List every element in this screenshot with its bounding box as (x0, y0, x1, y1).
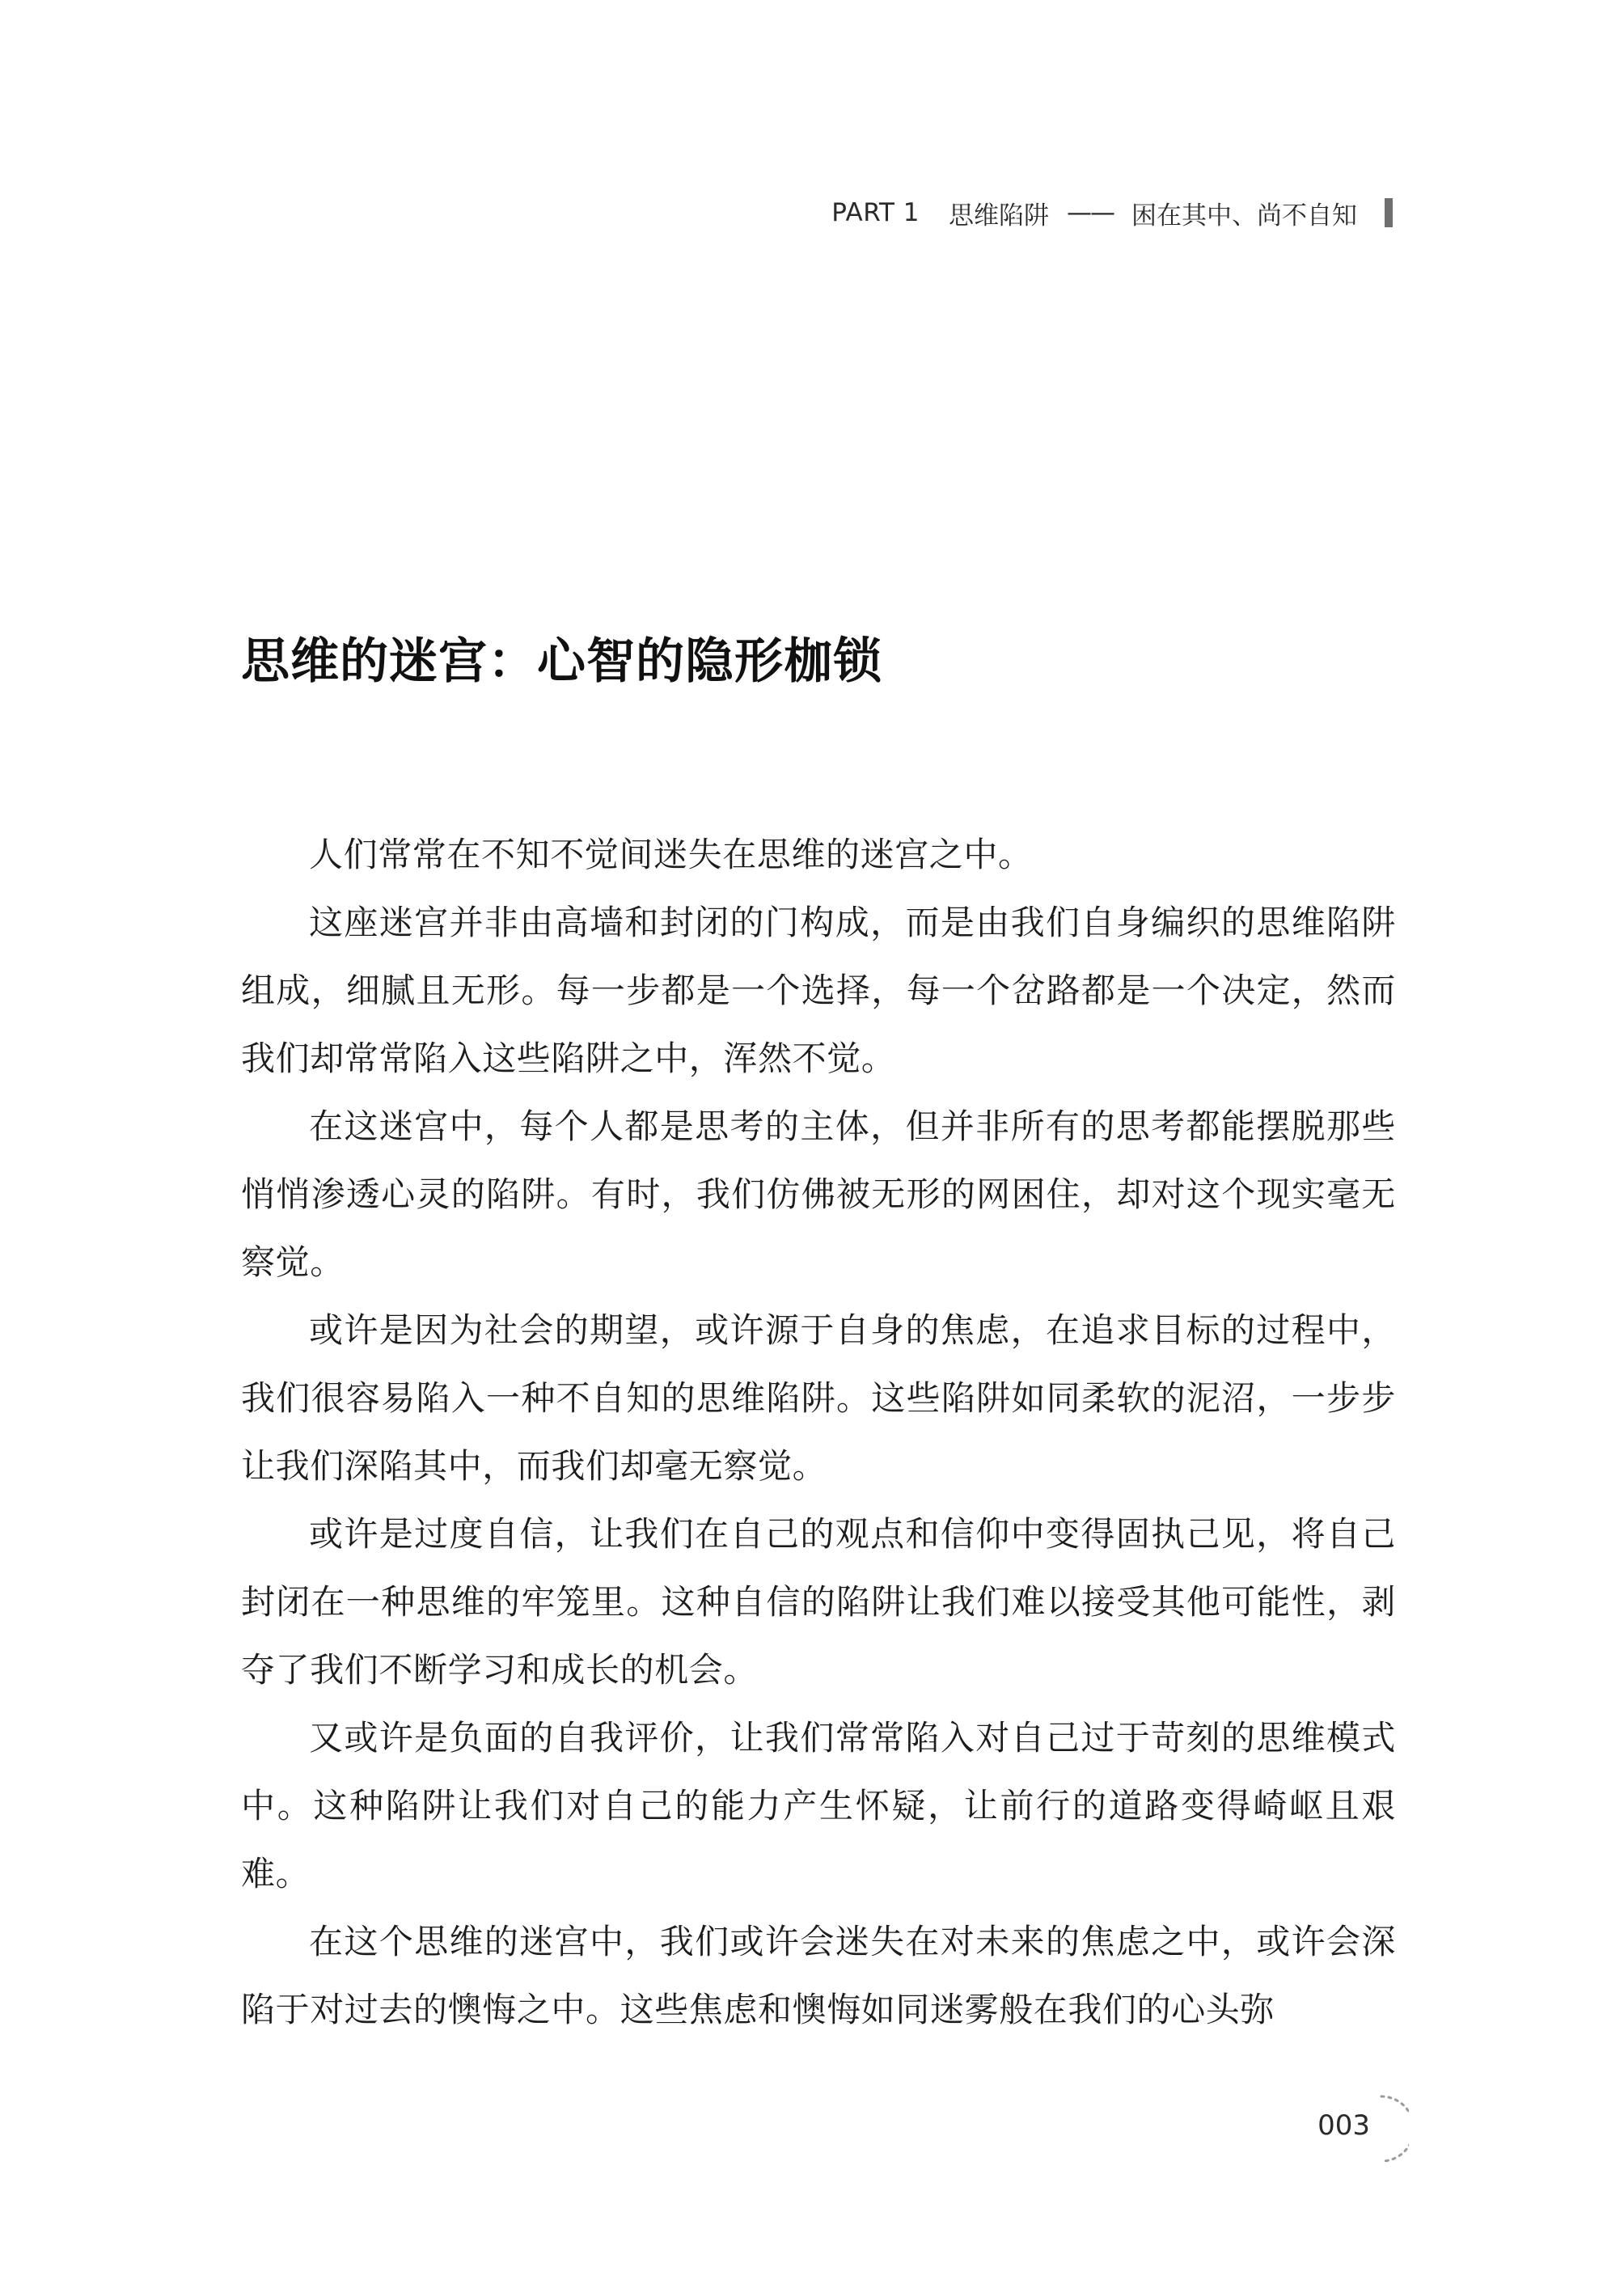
dotted-arc-icon (1377, 2093, 1409, 2164)
paragraph: 在这个思维的迷宫中，我们或许会迷失在对未来的焦虑之中，或许会深陷于对过去的懊悔之中。这些焦虑和懊悔如同迷雾般在我们的心头弥 (241, 1922, 1396, 2029)
header-dash: —— (1067, 198, 1114, 227)
paragraph: 这座迷宫并非由高墙和封闭的门构成，而是由我们自身编织的思维陷阱组成，细腻且无形。每一步都是一个选择，每一个岔路都是一个决定，然而我们却常常陷入这些陷阱之中，浑然不觉。 (241, 903, 1396, 1078)
page-number: 003 (1317, 2109, 1370, 2142)
running-header (831, 191, 1393, 235)
header-subtitle: 困在其中、尚不自知 (1131, 201, 1357, 231)
header-section-title: 思维陷阱 (949, 201, 1049, 231)
paragraph: 人们常常在不知不觉间迷失在思维的迷宫之中。 (309, 835, 1033, 874)
body-text (241, 821, 1396, 2044)
paragraph: 在这迷宫中，每个人都是思考的主体，但并非所有的思考都能摆脱那些悄悄渗透心灵的陷阱。有时，我们仿佛被无形的网困住，却对这个现实毫无察觉。 (241, 1106, 1396, 1282)
chapter-title: 思维的迷宫：心智的隐形枷锁 (241, 633, 882, 690)
paragraph: 又或许是负面的自我评价，让我们常常陷入对自己过于苛刻的思维模式中。这种陷阱让我们对自己的能力产生怀疑，让前行的道路变得崎岖且艰难。 (241, 1718, 1396, 1893)
header-part-label: PART 1 (831, 198, 920, 227)
header-bar-mark (1385, 198, 1393, 227)
paragraph: 或许是过度自信，让我们在自己的观点和信仰中变得固执己见，将自己封闭在一种思维的牢笼里。这种自信的陷阱让我们难以接受其他可能性，剥夺了我们不断学习和成长的机会。 (241, 1514, 1396, 1690)
paragraph: 或许是因为社会的期望，或许源于自身的焦虑，在追求目标的过程中，我们很容易陷入一种不自知的思维陷阱。这些陷阱如同柔软的泥沼，一步步让我们深陷其中，而我们却毫无察觉。 (241, 1310, 1396, 1486)
